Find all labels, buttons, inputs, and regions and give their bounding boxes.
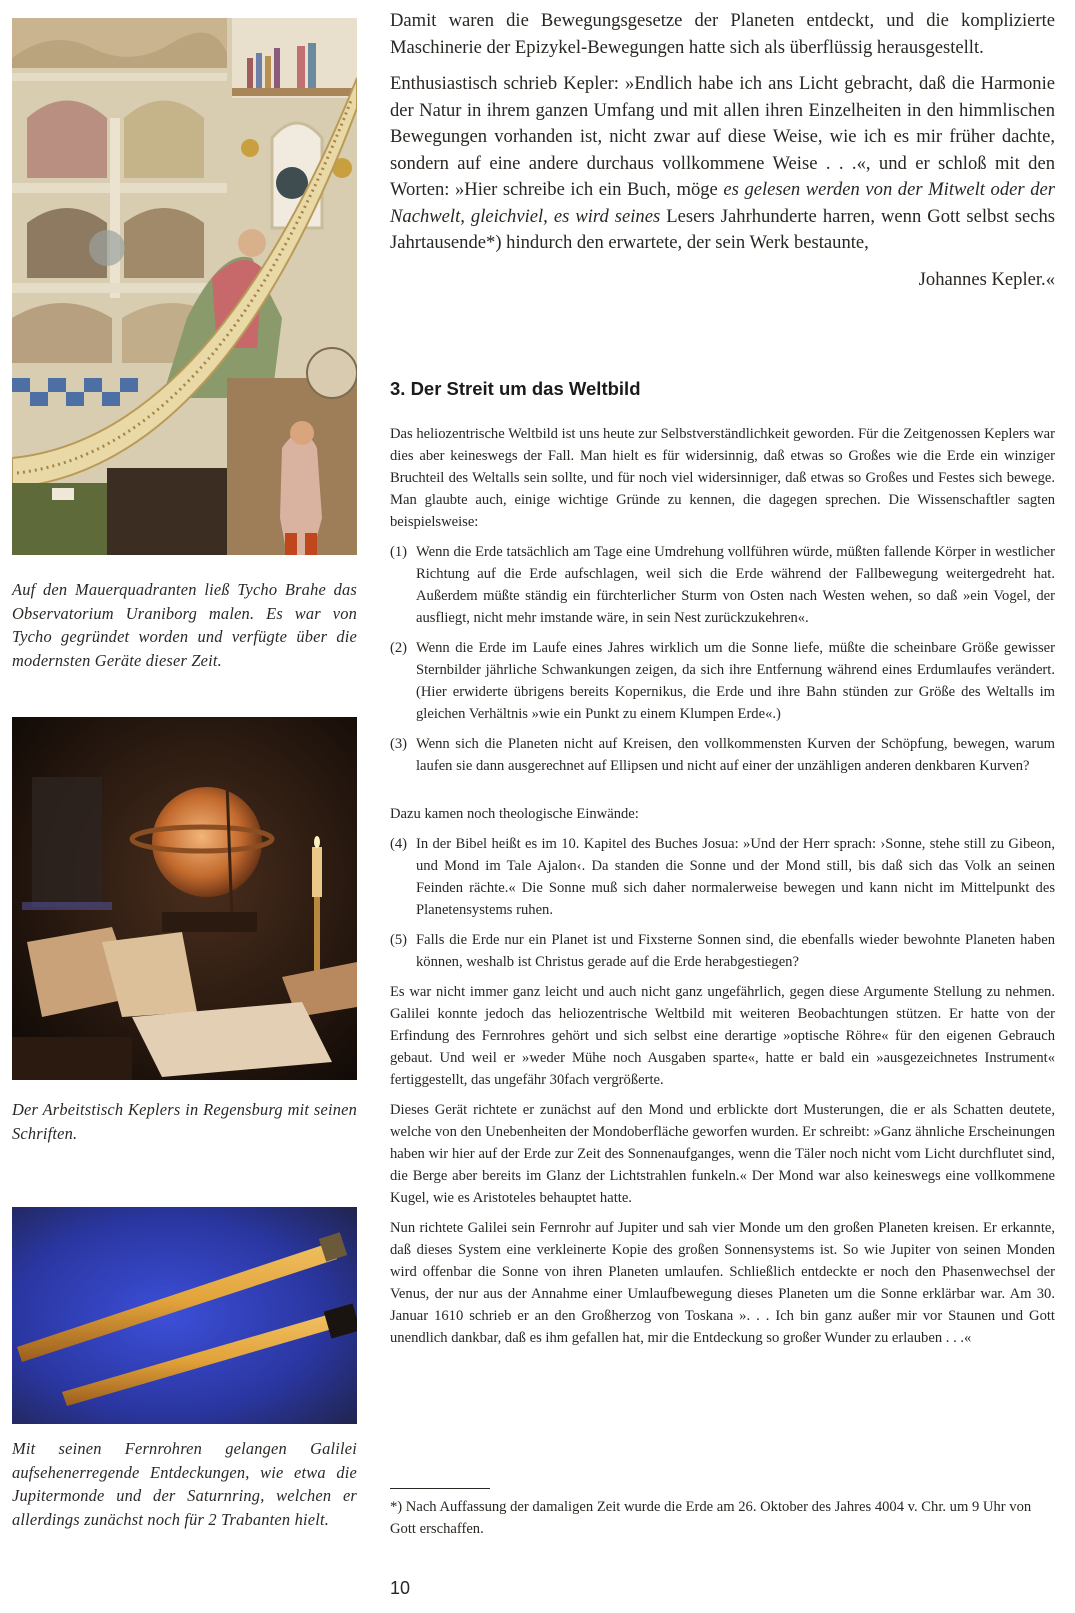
section-body bbox=[390, 423, 1055, 1349]
argument-item-3 bbox=[390, 733, 1055, 777]
kepler-quote-italic: es gelesen werden von der Mitwelt oder der Nachwelt, gleichviel, es wird seines bbox=[390, 179, 1055, 227]
figure-caption-tycho: Auf den Mauerquadranten ließ Tycho Brahe das Observatorium Uraniborg malen. Es war von Tycho gegründet worden und verfügte über die modernsten Geräte dieser Zeit. bbox=[12, 580, 357, 670]
galilei-telescopes-photo-image bbox=[12, 1207, 357, 1424]
footnote-divider bbox=[390, 1488, 490, 1489]
intro-section bbox=[390, 8, 1055, 293]
argument-text: Wenn die Erde im Laufe eines Jahres wirklich um die Sonne liefe, müßte die scheinbare Größe gewisser Sternbilder jährliche Schwankungen zeigen, da sich ihre Entfernung während eines Erdumlaufes verändert. (Hier erwiderte übrigens bereits Kopernikus, die Erde und ihre Bahn stünden zur Größe des Weltalls im gleichen Verhältnis »wie ein Punkt zu einem Klumpen Erde«.) bbox=[416, 640, 1055, 722]
kepler-signature: Johannes Kepler.« bbox=[918, 268, 1055, 290]
figure-tycho-brahe-mural bbox=[12, 18, 357, 555]
intro-paragraph: Damit waren die Bewegungsgesetze der Planeten entdeckt, und die komplizierte Maschinerie der Epizykel-Bewegungen hatte sich als überflüssig herausgestellt. bbox=[390, 10, 1055, 58]
kepler-quote-start: Enthusiastisch schrieb Kepler: »Endlich habe ich ans Licht gebracht, daß die Harmonie der Natur in ihrem ganzen Umfang und mit allen ihren Einzelheiten in den himmlischen Bewegungen vorhanden ist, nicht zwar auf diese Weise, wie ich es mir früher dachte, sondern auf eine andere durchaus vollkommene Weise . . .«, und er schloß mit den Worten: »Hier schreibe ich ein Buch, möge bbox=[390, 73, 1055, 200]
section-heading: 3. Der Streit um das Weltbild bbox=[390, 378, 641, 399]
tycho-brahe-painting-image bbox=[12, 18, 357, 555]
jupiter-moons-paragraph: Nun richtete Galilei sein Fernrohr auf Jupiter und sah vier Monde um den großen Planeten kreisen. Er erkannte, daß dieses System eine verkleinerte Kopie des großen Sonnensystems ist. So wie Jupiter von seinen Monden wird offenbar die Sonne von ihren Planeten umlaufen. Schließlich entdeckte er noch den Phasenwechsel der Venus, der nur aus der Annahme einer Umlaufbewegung dieses Planeten um die Sonne erklärbar war. Am 30. Januar 1610 schrieb er an den Großherzog von Toskana ». . . Ich bin ganz außer mir vor Staunen und Gott unendlich dankbar, daß es ihm gefallen hat, mir die Entdeckung so großer Wunder zu erlauben . . .« bbox=[390, 1220, 1055, 1346]
argument-item-4 bbox=[390, 833, 1055, 921]
page-number: 10 bbox=[390, 1578, 411, 1598]
kepler-quote-end: Lesers Jahrhunderte harren, wenn Gott selbst sechs Jahrtausende*) hindurch den erwartete, der sein Werk bestaunte, bbox=[390, 205, 1055, 253]
argument-text: Falls die Erde nur ein Planet ist und Fixsterne Sonnen sind, die ebenfalls wieder bewohnte Planeten haben können, weshalb ist Christus gerade auf die Erde herabgestiegen? bbox=[416, 932, 1055, 970]
argument-number: (1) bbox=[390, 544, 408, 560]
figure-caption-kepler-desk: Der Arbeitstisch Keplers in Regensburg mit seinen Schriften. bbox=[12, 1100, 357, 1143]
argument-number: (5) bbox=[390, 932, 408, 948]
moon-observation-paragraph: Dieses Gerät richtete er zunächst auf den Mond und erblickte dort Musterungen, die er als Schatten deutete, welche von den Unebenheiten der Mondoberfläche geworfen wurden. Er schreibt: »Ganz ähnliche Erscheinungen haben wir hier auf der Erde zur Zeit des Sonnenaufganges, wenn die Täler noch nicht vom Licht durchflutet sind, die Berge aber bereits im Glanz der Lichtstrahlen funkeln.« Der Mond war also keineswegs eine vollkommene Kugel, wie es Aristoteles behauptet hatte. bbox=[390, 1102, 1055, 1206]
argument-text: In der Bibel heißt es im 10. Kapitel des Buches Josua: »Und der Herr sprach: ›Sonne, stehe still zu Gibeon, und Mond im Tale Ajalon‹. Da standen die Sonne und der Mond still, bis daß sich das Volk an seinen Feinden rächte.« Die Sonne muß sich daher normalerweise bewegen und kann nicht im Mittelpunkt des Planetensystems ruhen. bbox=[416, 836, 1055, 918]
kepler-quote bbox=[390, 71, 1055, 257]
argument-text: Wenn die Erde tatsächlich am Tage eine Umdrehung vollführen würde, müßten fallende Körper in westlicher Richtung auf die Erde aufschlagen, weil sich die Erde während der Fallbewegung weitergedreht hat. Außerdem müßte ständig ein fürchterlicher Sturm von Osten nach Westen wehen, so daß »ein Vogel, der ausfliegt, nicht mehr imstande wäre, in sein Nest zurückzukehren«. bbox=[416, 544, 1055, 626]
section-intro-paragraph: Das heliozentrische Weltbild ist uns heute zur Selbstverständlichkeit geworden. Für die Zeitgenossen Keplers war dies aber keineswegs der Fall. Man hielt es für widersinnig, daß etwas so Großes wie die Erde ein winziger Bruchteil des Weltalls sein sollte, und für noch viel widersinniger, daß etwas so Großes und Festes sich bewege. Man glaubte auch, einige wichtige Gründe zu kennen, die dagegen sprechen. Die Wissenschaftler sagten beispielsweise: bbox=[390, 426, 1055, 530]
kepler-desk-photo-image bbox=[12, 717, 357, 1080]
argument-item-2 bbox=[390, 637, 1055, 725]
argument-number: (2) bbox=[390, 640, 408, 656]
argument-number: (4) bbox=[390, 836, 408, 852]
argument-text: Wenn sich die Planeten nicht auf Kreisen, den vollkommensten Kurven der Schöpfung, bewegen, warum laufen sie dann ausgerechnet auf Ellipsen und nicht auf einer der unzähligen anderen denkbaren Kurven? bbox=[416, 736, 1055, 774]
theology-intro: Dazu kamen noch theologische Einwände: bbox=[390, 806, 639, 822]
argument-number: (3) bbox=[390, 736, 408, 752]
argument-item-1 bbox=[390, 541, 1055, 629]
argument-item-5 bbox=[390, 929, 1055, 973]
figure-galilei-telescopes bbox=[12, 1207, 357, 1424]
figure-caption-galilei-telescopes: Mit seinen Fernrohren gelangen Galilei aufsehenerregende Entdeckungen, wie etwa die Jupitermonde und der Saturnring, welchen er allerdings zunächst noch für 2 Trabanten hielt. bbox=[12, 1439, 357, 1529]
galilei-telescope-paragraph: Es war nicht immer ganz leicht und auch nicht ganz ungefährlich, gegen diese Argumente Stellung zu nehmen. Galilei konnte jedoch das heliozentrische Weltbild mit weiteren Beobachtungen stützen. Er hatte von der Erfindung des Fernrohres gehört und sich selbst eine derartige »optische Röhre« für den eigenen Gebrauch gebaut. Und weil er »weder Mühe noch Ausgaben sparte«, hatte er bald ein »ausgezeichnetes Instrument« fertiggestellt, das ungefähr 30fach vergrößerte. bbox=[390, 984, 1055, 1088]
footnote: *) Nach Auffassung der damaligen Zeit wurde die Erde am 26. Oktober des Jahres 4004 v. Chr. um 9 Uhr von Gott erschaffen. bbox=[390, 1499, 1032, 1537]
figure-kepler-desk bbox=[12, 717, 357, 1080]
